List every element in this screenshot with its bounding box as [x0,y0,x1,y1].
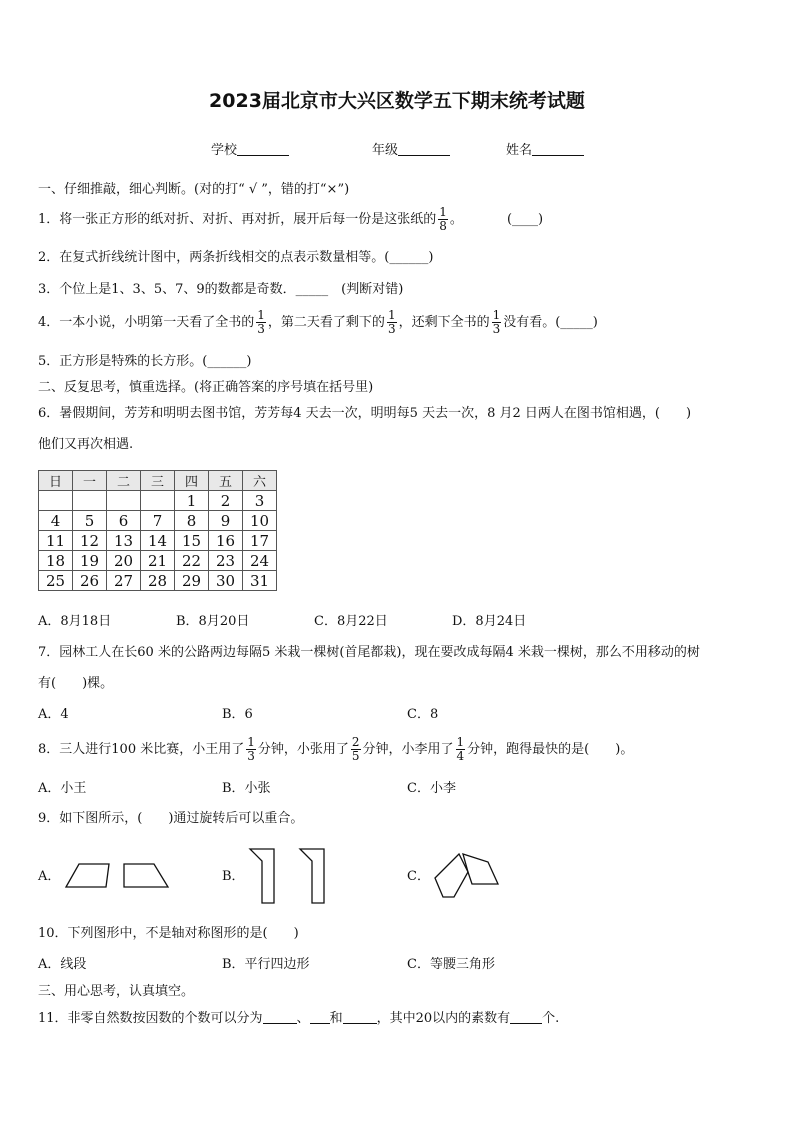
q6-option-d[interactable]: D．8月24日 [452,614,527,629]
q10-option-b[interactable]: B．平行四边形 [222,957,310,972]
fraction: $\frac{1}{4}$ [456,735,465,763]
q7-option-c[interactable]: C．8 [407,707,439,722]
answer-blank[interactable] [310,1009,330,1024]
q6-option-c[interactable]: C．8月22日 [314,614,388,629]
calendar-table: 日 一 二 三 四 五 六 1 2 3 4 5 6 7 8 9 10 11 12 13 14 15 16 17 18 19 20 21 22 23 24 25 26 27 28 29 30 31 [38,470,277,591]
question-9: 9．如下图所示，( )通过旋转后可以重合。 [38,811,304,826]
q8-option-c[interactable]: C．小李 [407,781,456,796]
table-row: 4 5 6 7 8 9 10 [39,511,277,531]
table-row: 18 19 20 21 22 23 24 [39,551,277,571]
grade-field[interactable]: 年级 [372,141,450,160]
fraction: $\frac{1}{8}$ [439,205,447,233]
name-field[interactable]: 姓名 [506,141,584,160]
section1-heading: 一、仔细推敲，细心判断。(对的打“ √ ”，错的打“×”) [38,182,350,197]
answer-blank[interactable] [510,1009,542,1024]
l-shape-pair-figure [244,845,334,907]
q9-option-b[interactable]: B． [222,869,245,884]
section2-heading: 二、反复思考，慎重选择。(将正确答案的序号填在括号里) [38,380,374,395]
question-8: 8．三人进行100 米比赛，小王用了 $\frac{1}{3}$ 分钟，小张用了 $\frac{2}{5}$ 分钟，小李用了 $\frac{1}{4}$ 分钟，跑得最快的是( )。 [38,735,634,763]
q9-option-a[interactable]: A． [38,869,61,884]
trapezoid-pair-figure [62,858,174,892]
fraction: $\frac{2}{5}$ [351,735,360,763]
question-6-line2: 他们又再次相遇. [38,437,134,452]
q8-option-a[interactable]: A．小王 [38,781,87,796]
answer-blank[interactable] [263,1009,297,1024]
question-3: 3．个位上是1、3、5、7、9的数都是奇数．_____ (判断对错) [38,282,404,297]
table-row: 25 26 27 28 29 30 31 [39,571,277,591]
q9-option-c[interactable]: C． [407,869,430,884]
table-row: 1 2 3 [39,491,277,511]
q10-option-a[interactable]: A．线段 [38,957,87,972]
q6-option-b[interactable]: B．8月20日 [176,614,250,629]
question-7-line2: 有( )棵。 [38,676,114,691]
section3-heading: 三、用心思考，认真填空。 [38,984,195,999]
question-6-line1: 6．暑假期间，芳芳和明明去图书馆，芳芳每4 天去一次，明明每5 天去一次，8 月2 日两人在图书馆相遇，( ) [38,406,692,421]
q7-option-a[interactable]: A．4 [38,707,69,722]
page-title: 2023届北京市大兴区数学五下期末统考试题 [209,90,585,112]
question-10: 10．下列图形中，不是轴对称图形的是( ) [38,926,299,941]
question-5: 5．正方形是特殊的长方形。(______) [38,354,252,369]
fraction: $\frac{1}{3}$ [257,308,265,336]
question-4: 4．一本小说，小明第一天看了全书的 $\frac{1}{3}$ ，第二天看了剩下的 $\frac{1}{3}$ ，还剩下全书的 $\frac{1}{3}$ 没有看。(_____) [38,308,598,336]
answer-blank[interactable] [343,1009,377,1024]
school-field[interactable]: 学校 [211,141,289,160]
question-1: 1．将一张正方形的纸对折、对折、再对折，展开后每一份是这张纸的 $\frac{1}{8}$ 。 (____) [38,205,544,233]
q6-option-a[interactable]: A．8月18日 [38,614,112,629]
fraction: $\frac{1}{3}$ [492,308,501,336]
question-7-line1: 7．园林工人在长60 米的公路两边每隔5 米栽一棵树(首尾都栽)，现在要改成每隔4 米栽一棵树，那么不用移动的树 [38,645,700,660]
question-2: 2．在复式折线统计图中，两条折线相交的点表示数量相等。(______) [38,250,434,265]
fraction: $\frac{1}{3}$ [247,735,255,763]
q10-option-c[interactable]: C．等腰三角形 [407,957,495,972]
table-row: 11 12 13 14 15 16 17 [39,531,277,551]
fraction: $\frac{1}{3}$ [387,308,396,336]
q8-option-b[interactable]: B．小张 [222,781,271,796]
question-11: 11．非零自然数按因数的个数可以分为 、 和 ，其中20以内的素数有 个. [38,1011,560,1026]
pentagon-pair-figure [428,848,504,902]
q7-option-b[interactable]: B．6 [222,707,253,722]
